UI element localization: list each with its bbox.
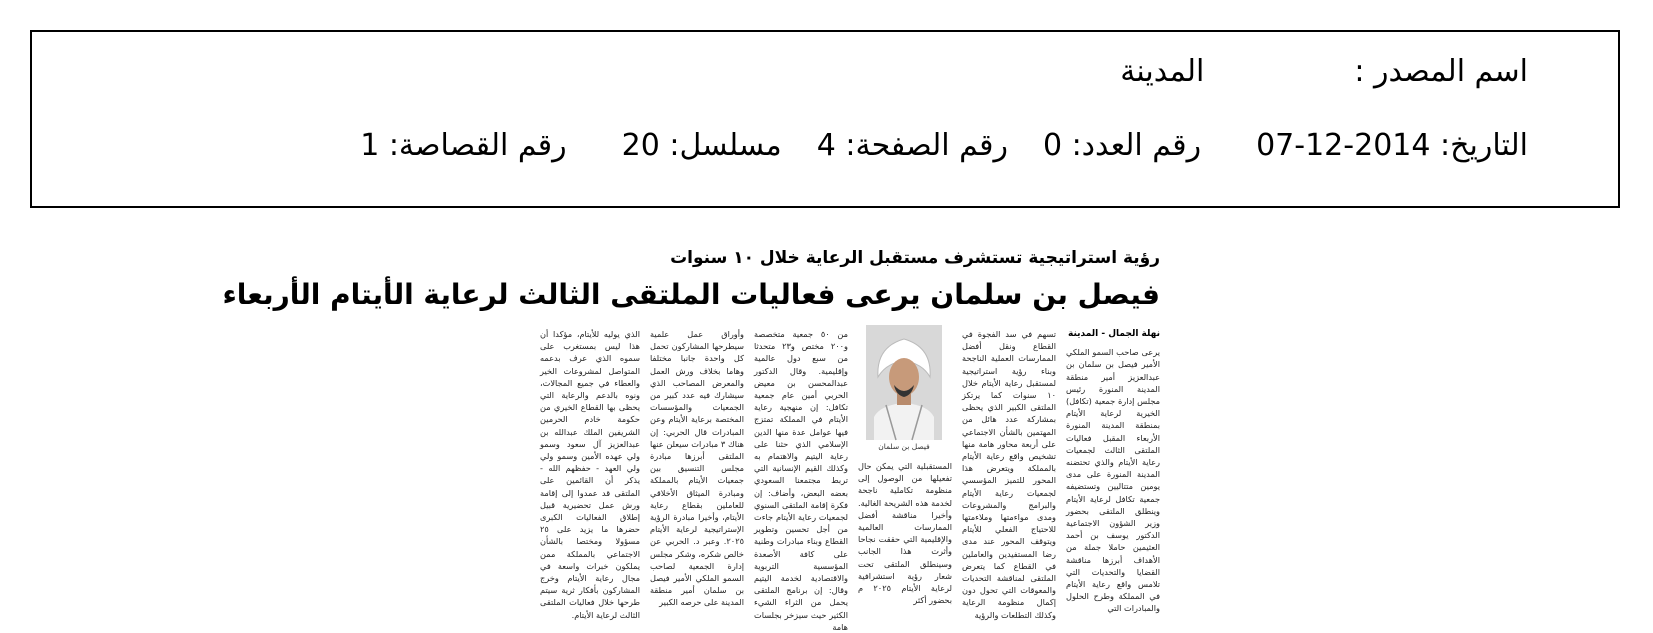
date-label: التاريخ: bbox=[1440, 128, 1528, 163]
article-column-6 bbox=[540, 328, 640, 620]
portrait-photo bbox=[866, 325, 942, 440]
article-headline: فيصل بن سلمان يرعى فعاليات الملتقى الثالث لرعاية الأيتام الأربعاء bbox=[222, 278, 1160, 311]
date-value: 2014-12-07 bbox=[1256, 128, 1431, 163]
column-3-text: المستقبلية التي يمكن حال تفعيلها من الوصول إلى منظومة تكاملية ناجحة لخدمة هذه الشريحة الغالية. وأخيرا مناقشة أفضل الممارسات العالمية والإقليمية التي حققت نجاحا وأثرت هذا الجانب وسينطلق الملتقى تحت شعار رؤية استشرافية لرعاية الأيتام ٢٠٢٥ م بحضور أكثر bbox=[858, 461, 952, 606]
portrait-image bbox=[866, 325, 942, 440]
details-line bbox=[360, 128, 1528, 163]
source-line bbox=[1120, 54, 1528, 89]
issue-value: 0 bbox=[1042, 128, 1063, 163]
newspaper-clipping bbox=[222, 240, 1160, 632]
page-label: رقم الصفحة: bbox=[845, 128, 1008, 163]
article-column-1 bbox=[1066, 328, 1160, 614]
serial-label: مسلسل: bbox=[669, 128, 782, 163]
article-byline: نهلة الجمال - المدينة bbox=[1068, 329, 1160, 339]
column-5-text: وأوراق عمل علمية سيطرحها المشاركون تحمل كل واحدة جانبا مختلفا وهاما بخلاف ورش العمل والمعرض المصاحب الذي سيشارك فيه عدد كبير من الجمعيات والمؤسسات المختصة برعاية الأيتام وعن المبادرات قال الحربي: إن هناك ٣ مبادرات سيعلن عنها الملتقى أبرزها مبادرة مجلس التنسيق بين جمعيات الأيتام بالمملكة ومبادرة الميثاق الأخلاقي للعاملين بقطاع رعاية الأيتام، وأخيرا مبادرة الرؤية الإستراتيجية لرعاية الأيتام ٢٠٢٥. وعبر د. الحربي عن خالص شكره، وشكر مجلس إدارة الجمعية لصاحب السمو الملكي الأمير فيصل بن سلمان أمير منطقة المدينة على حرصه الكبير bbox=[650, 329, 744, 608]
column-6-text: الذي يوليه للأيتام، مؤكدا أن هذا ليس بمستغرب على سموه الذي عرف بدعمه المتواصل لمشروعات الخير والعطاء في جميع المجالات، ونوه بالدعم والرعاية التي يحظى بها القطاع الخيري من حكومة خادم الحرمين الشريفين الملك عبدالله بن عبدالعزيز آل سعود وسمو ولي عهده الأمين وسمو ولي ولي العهد - حفظهم الله - يذكر أن القائمين على الملتقى قد عمدوا إلى إقامة ورش عمل تحضيرية قبيل إطلاق الفعاليات الكبرى حضرها ما يزيد على ٢٥ مسؤولا ومختصا بالشأن الاجتماعي بالمملكة ممن يملكون خبرات واسعة في مجال رعاية الأيتام وخرج المشاركون بأفكار ثرية سيتم طرحها خلال فعاليات الملتقى الثالث لرعاية الأيتام. bbox=[540, 329, 640, 620]
article-column-2 bbox=[962, 328, 1056, 620]
article-column-3 bbox=[858, 460, 952, 606]
column-2-text: تسهم في سد الفجوة في القطاع ونقل أفضل الممارسات العملية الناجحة وبناء رؤية استراتيجية لمستقبل رعاية الأيتام خلال ١٠ سنوات كما يرتكز الملتقى الكبير الذي يحظى بمشاركة عدد هائل من المهتمين بالشأن الاجتماعي على أربعة محاور هامة منها تشخيص واقع رعاية الأيتام بالمملكة ويتعرض هذا المحور للتميز المؤسسي لجمعيات رعاية الأيتام والبرامج والمشروعات ومدى مواءمتها وملاءمتها للاحتياج الفعلي للأيتام ويتوقف المحور عند مدى رضا المستفيدين والعاملين في القطاع كما يتعرض الملتقى لمناقشة التحديات والمعوقات التي تحول دون إكمال منظومة الرعاية وكذلك التطلعات والرؤية bbox=[962, 329, 1056, 620]
column-1-text: يرعى صاحب السمو الملكي الأمير فيصل بن سلمان بن عبدالعزيز أمير منطقة المدينة المنورة رئيس مجلس إدارة جمعية (تكافل) الخيرية لرعاية الأيتام بمنطقة المدينة المنورة الأربعاء المقبل فعاليات الملتقى الثالث لجمعيات رعاية الأيتام والذي تحتضنه المدينة المنورة على مدى يومين متتاليين وتستضيفه جمعية تكافل لرعاية الأيتام وينطلق الملتقى بحضور وزير الشؤون الاجتماعية الدكتور يوسف بن أحمد العثيمين حاملا جملة من الأهداف أبرزها مناقشة القضايا والتحديات التي تلامس واقع رعاية الأيتام في المملكة وطرح الحلول والمبادرات التي bbox=[1066, 347, 1160, 614]
article-column-5 bbox=[650, 328, 744, 608]
serial-value: 20 bbox=[621, 128, 660, 163]
issue-label: رقم العدد: bbox=[1071, 128, 1202, 163]
source-label: اسم المصدر : bbox=[1354, 54, 1528, 89]
source-value: المدينة bbox=[1120, 54, 1205, 89]
clip-number-value: 1 bbox=[360, 128, 380, 163]
article-column-4 bbox=[754, 328, 848, 632]
page-value: 4 bbox=[816, 128, 836, 163]
clipping-info-box bbox=[30, 30, 1620, 208]
column-4-text: من ٥٠ جمعية متخصصة و٢٠٠ مختص و٢٣ متحدثا من سبع دول عالمية وإقليمية. وقال الدكتور عبدالمحسن بن معيض الحربي أمين عام جمعية تكافل: إن منهجية رعاية الأيتام في المملكة تمتزج فيها عوامل عدة منها الدين الإسلامي الذي حثنا على رعاية اليتيم والاهتمام به وكذلك القيم الإنسانية التي تربط مجتمعنا السعودي بعضه البعض، وأضاف: إن فكرة إقامة الملتقى السنوي لجمعيات رعاية الأيتام جاءت من أجل تحسين وتطوير القطاع وبناء مبادرات وطنية على كافة الأصعدة المؤسسية التربوية والاقتصادية لخدمة اليتيم وقال: إن برنامج الملتقى يحمل من الثراء الشيء الكثير حيث سيزخر بجلسات هامة bbox=[754, 329, 848, 632]
photo-caption: فيصل بن سلمان bbox=[878, 442, 930, 451]
article-kicker: رؤية استراتيجية تستشرف مستقبل الرعاية خلال ١٠ سنوات bbox=[670, 248, 1160, 268]
clip-number-label: رقم القصاصة: bbox=[388, 128, 567, 163]
